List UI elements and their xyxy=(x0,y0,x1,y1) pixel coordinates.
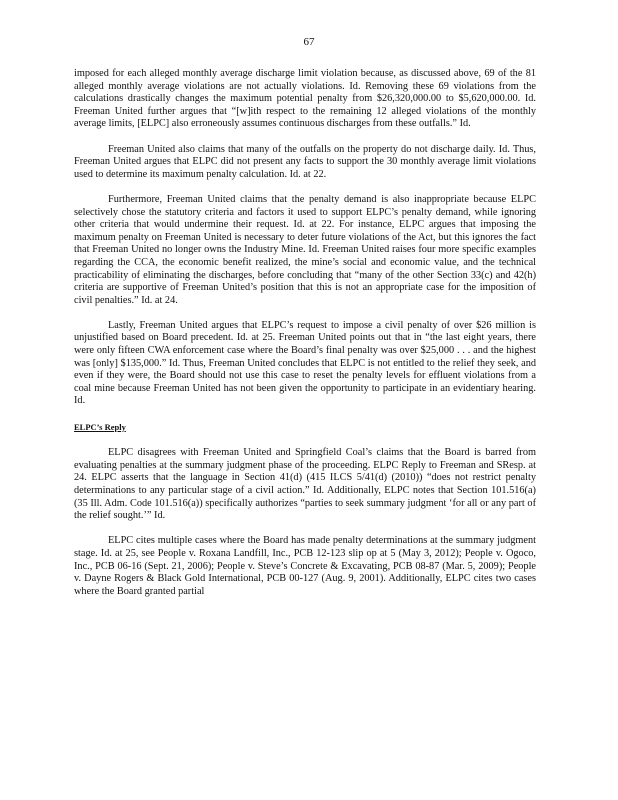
paragraph-board-precedent: Lastly, Freeman United argues that ELPC’s request to impose a civil penalty of over $26 million is unjustified based on Board precedent. Id. at 25. Freeman United points out that in “the last eight years, there were only fifteen CWA enforcement case where the Board’s final penalty was over $25,000 . . . and the highest was [only] $135,000.” Id. Thus, Freeman United concludes that ELPC is not entitled to the relief they seek, and even if they were, the Board should not use this case to reset the penalty levels for effluent violations from a coal mine because Freeman United has not been given the opportunity to participate in an evidentiary hearing. Id. xyxy=(74,319,536,407)
paragraph-penalty-continuation: imposed for each alleged monthly average discharge limit violation because, as discussed above, 69 of the 81 alleged monthly average violations are not actually violations. Id. Removing these 69 violations from the calculations drastically changes the maximum potential penalty from $26,320,000.00 to $5,620,000.00. Id. Freeman United further argues that “[w]ith respect to the remaining 12 alleged violations of the monthly average limits, [ELPC] also erroneously assumes continuous discharges from these outfalls.” Id. xyxy=(74,68,536,130)
paragraph-elpc-cases: ELPC cites multiple cases where the Board has made penalty determinations at the summary judgment stage. Id. at 25, see People v. Roxana Landfill, Inc., PCB 12-123 slip op at 5 (May 3, 2012); People v. Ogoco, Inc., PCB 06-16 (Sept. 21, 2006); People v. Steve’s Concrete & Excavating, PCB 08-87 (Mar. 5, 2009); People v. Dayne Rogers & Black Gold International, PCB 00-127 (Aug. 9, 2001). Additionally, ELPC cites two cases where the Board granted partial xyxy=(74,535,536,597)
page-number: 67 xyxy=(303,36,315,48)
paragraph-elpc-disagrees: ELPC disagrees with Freeman United and Springfield Coal’s claims that the Board is barred from evaluating penalties at the summary judgment phase of the proceeding. ELPC Reply to Freeman and SResp. at 24. ELPC asserts that the language in Section 41(d) (415 ILCS 5/41(d) (2010)) “does not restrict penalty determinations to any particular stage of a civil action.” Id. Additionally, ELPC notes that Section 101.516(a) (35 Ill. Adm. Code 101.516(a)) specifically authorizes “parties to seek summary judgment ‘for all or any part of the relief sought.’” Id. xyxy=(74,447,536,522)
document-body xyxy=(74,68,536,611)
paragraph-outfalls: Freeman United also claims that many of the outfalls on the property do not discharge daily. Id. Thus, Freeman United argues that ELPC did not present any facts to support the 30 monthly average limit violations used to determine its maximum penalty calculation. Id. at 22. xyxy=(74,143,536,180)
section-heading-elpc-reply: ELPC’s Reply xyxy=(74,421,126,432)
paragraph-statutory-criteria: Furthermore, Freeman United claims that the penalty demand is also inappropriate because ELPC selectively chose the statutory criteria and factors it used to support ELPC’s penalty demand, while ignoring other criteria that would undermine their request. Id. at 22. For instance, ELPC argues that imposing the maximum penalty on Freeman United is necessary to deter future violations of the Act, but this ignores the fact that Freeman United no longer owns the Industry Mine. Id. Freeman United raises four more specific examples regarding the CCA, the economic benefit realized, the mine’s social and economic value, and the technical practicability of eliminating the discharges, before concluding that “many of the other Section 33(c) and 42(h) criteria are supportive of Freeman United’s position that this is not an appropriate case for the imposition of civil penalties.” Id. at 24. xyxy=(74,193,536,306)
